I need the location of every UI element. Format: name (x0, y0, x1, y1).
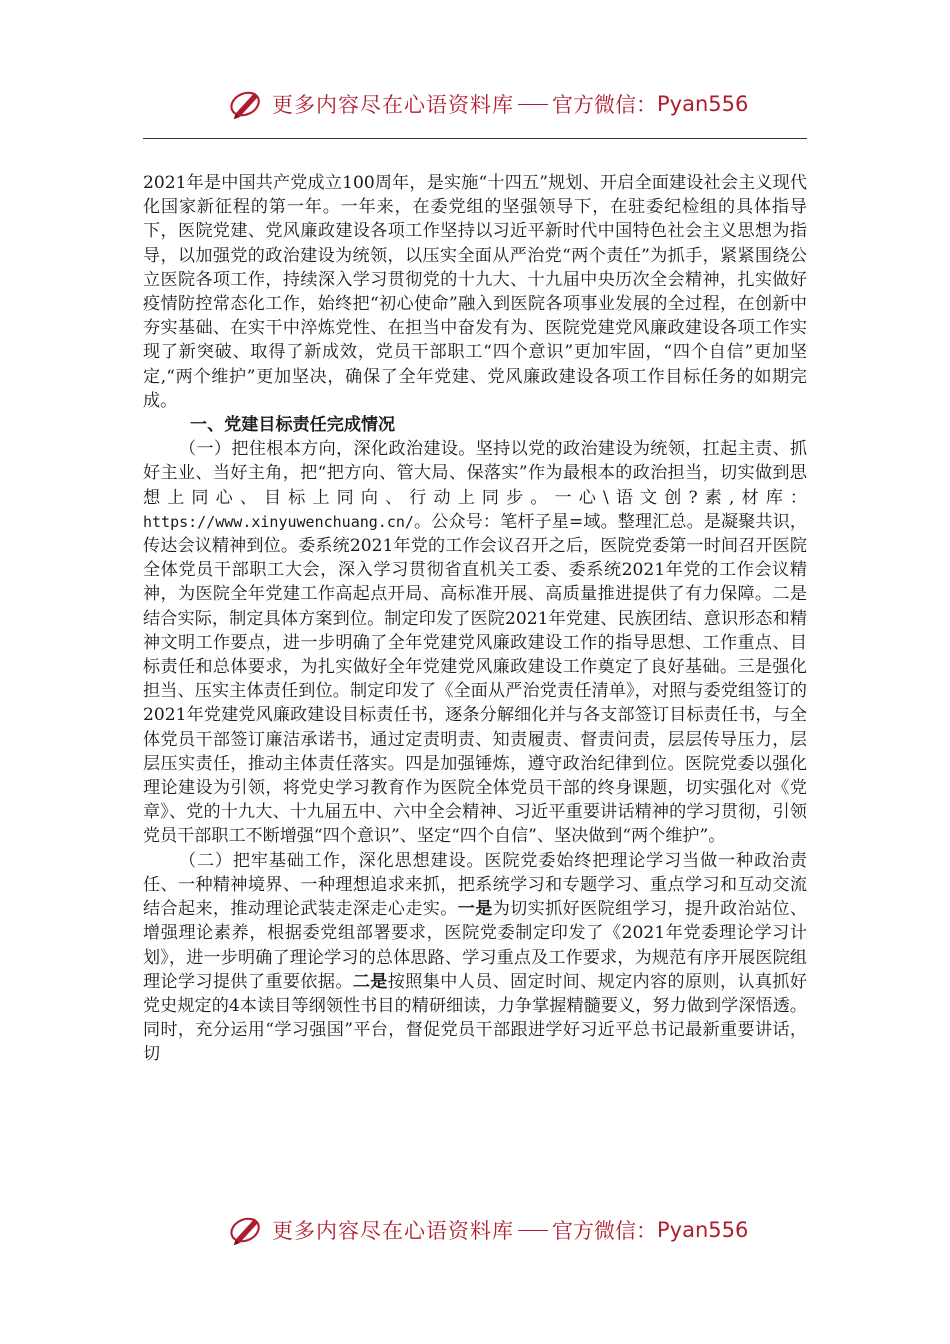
bold-marker: 一是 (457, 899, 493, 920)
section-heading: 一、党建目标责任完成情况 (190, 415, 396, 436)
banner-wechat-label: 官方微信： (552, 1219, 657, 1243)
banner-dash (518, 104, 548, 105)
banner-text: 更多内容尽在心语资料库 (272, 1219, 514, 1243)
banner-wechat-id: Pyan556 (657, 1218, 749, 1242)
bold-marker: 二是 (352, 971, 388, 992)
pen-logo-icon (228, 85, 266, 123)
source-url: https://www.xinyuwenchuang.cn/ (143, 512, 414, 531)
paragraph-text: 为切实抓好医院组学习，提升政治站位、增强理论素养，根据委党组部署要求，医院党委制定印发了《2021年党委理论学习计划》，进一步明确了理论学习的总体思路、学习重点及工作要求，为规范有序开展医院组理论学习提供了重要依据。 (143, 899, 808, 992)
intro-paragraph: 2021年是中国共产党成立100周年，是实施“十四五”规划、开启全面建设社会主义现代化国家新征程的第一年。一年来，在委党组的坚强领导下，在驻委纪检组的具体指导下，医院党建、党风廉政建设各项工作坚持以习近平新时代中国特色社会主义思想为指导，以加强党的政治建设为统领，以压实全面从严治党“两个责任”为抓手，紧紧围绕公立医院各项工作，持续深入学习贯彻党的十九大、十九届中央历次全会精神，扎实做好疫情防控常态化工作，始终把“初心使命”融入到医院各项事业发展的全过程，在创新中夯实基础、在实干中淬炼党性、在担当中奋发有为、医院党建党风廉政建设各项工作实现了新突破、取得了新成效，党员干部职工“四个意识”更加牢固，“四个自信”更加坚定,“两个维护”更加坚决，确保了全年党建、党风廉政建设各项工作目标任务的如期完成。 (143, 173, 807, 411)
paragraph-text: 。公众号：笔杆子星=域。整理汇总。是凝聚共识，传达会议精神到位。委系统2021年党的工作会议召开之后，医院党委第一时间召开医院全体党员干部职工大会，深入学习贯彻省直机关工委、委系统2021年党的工作会议精神，为医院全年党建工作高起点开局、高标准开展、高质量推进提供了有力保障。二是结合实际，制定具体方案到位。制定印发了医院2021年党建、民族团结、意识形态和精神文明工作要点，进一步明确了全年党建党风廉政建设工作的指导思想、工作重点、目标责任和总体要求，为扎实做好全年党建党风廉政建设工作奠定了良好基础。三是强化担当、压实主体责任到位。制定印发了《全面从严治党责任清单》，对照与委党组签订的2021年党建党风廉政建设目标责任书，逐条分解细化并与各支部签订目标责任书，与全体党员干部签订廉洁承诺书，通过定责明责、知责履责、督责问责，层层传导压力，层层压实责任，推动主体责任落实。四是加强锤炼，遵守政治纪律到位。医院党委以强化理论建设为引领，将党史学习教育作为医院全体党员干部的终身课题，切实强化对《党章》、党的十九大、十九届五中、六中全会精神、习近平重要讲话精神的学习贯彻，引领党员干部职工不断增强“四个意识”、坚定“四个自信”、坚决做到“两个维护”。 (143, 511, 807, 847)
document-body (143, 171, 807, 1067)
banner-dash (518, 1230, 548, 1231)
paragraph-text: 按照集中人员、固定时间、规定内容的原则，认真抓好党史规定的4本读目等纲领性书目的精研细读，力争掌握精髓要义，努力做到学深悟透。同时，充分运用“学习强国”平台，督促党员干部跟进学好习近平总书记最新重要讲话，切 (143, 971, 808, 1065)
banner-text: 更多内容尽在心语资料库 (272, 93, 514, 117)
header-banner (228, 84, 748, 124)
paragraph-text: （一）把住根本方向，深化政治建设。坚持以党的政治建设为统领，扛起主责、抓好主业、当好主角，把“把方向、管大局、保落实”作为最根本的政治担当，切实做到思想上同心、目标上同向、行动上同步。一心\语文创?素,材库： (143, 439, 807, 508)
footer-banner (228, 1210, 748, 1250)
pen-logo-icon (228, 1211, 266, 1249)
header-rule (143, 138, 807, 139)
paragraph-political-construction (143, 437, 807, 848)
paragraph-text: （二）把牢基础工作，深化思想建设。医院党委始终把理论学习当做一种政治责任、一种精神境界、一种理想追求来抓，把系统学习和专题学习、重点学习和互动交流结合起来，推动理论武装走深走心走实。 (143, 850, 807, 920)
banner-wechat-id: Pyan556 (657, 92, 749, 116)
paragraph-ideological-construction (143, 849, 807, 1067)
banner-wechat-label: 官方微信： (552, 93, 657, 117)
